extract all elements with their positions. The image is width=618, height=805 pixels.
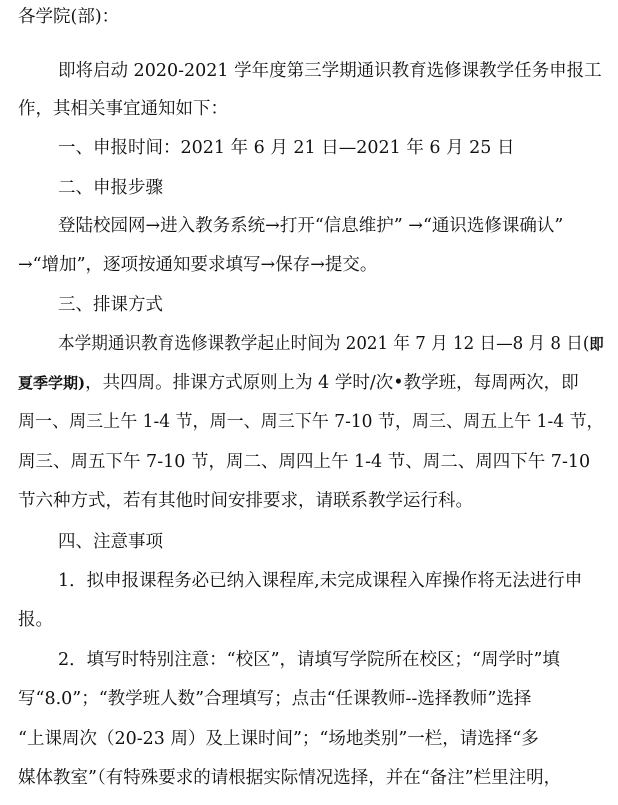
notice-item-2-line-2: 写“8.0”；“教学班人数”合理填写；点击“任课教师--选择教师”选择 [18,689,532,709]
notice-item-1-line-1: 1．拟申报课程务必已纳入课程库,未完成课程入库操作将无法进行申 [58,571,583,591]
notice-item-2-line-1: 2．填写时特别注意：“校区”，请填写学院所在校区；“周学时”填 [58,650,560,670]
section-2-heading: 二、申报步骤 [58,178,163,198]
section-2-steps-line-1: 登陆校园网→进入教务系统→打开“信息维护” →“通识选修课确认” [58,216,564,236]
salutation: 各学院(部)： [18,7,120,27]
section-3-line-2-text: ，共四周。排课方式原则上为 4 学时/次•教学班，每周两次，即 [85,373,579,393]
section-3-line-1-text: 本学期通识教育选修课教学起止时间为 2021 年 7 月 12 日—8 月 8 日( [58,334,590,354]
intro-line-2: 作，其相关事宜通知如下： [18,99,228,119]
section-3-line-1 [58,333,604,355]
notice-item-2-line-3: “上课周次（20-23 周）及上课时间”；“场地类别”一栏，请选择“多 [18,729,539,749]
intro-line-1: 即将启动 2020-2021 学年度第三学期通识教育选修课教学任务申报工 [58,61,602,81]
section-3-line-3: 周一、周三上午 1-4 节，周一、周三下午 7-10 节，周三、周五上午 1-4 节， [18,412,604,432]
section-3-line-2 [18,372,579,394]
section-3-line-5: 节六种方式，若有其他时间安排要求，请联系教学运行科。 [18,491,473,511]
section-3-line-1-bold: 即 [589,335,604,353]
notice-item-2-line-4: 媒体教室”（有特殊要求的请根据实际情况选择，并在“备注”栏里注明， [18,768,562,788]
section-4-heading: 四、注意事项 [58,532,163,552]
section-3-summer-term: 夏季学期) [18,374,86,392]
section-1-application-period: 一、申报时间：2021 年 6 月 21 日—2021 年 6 月 25 日 [58,138,515,158]
section-2-steps-line-2: →“增加”，逐项按通知要求填写→保存→提交。 [18,255,378,275]
section-3-line-4: 周三、周五下午 7-10 节，周二、周四上午 1-4 节、周二、周四下午 7-10 [18,452,591,472]
section-3-heading: 三、排课方式 [58,295,163,315]
notice-item-1-line-2: 报。 [18,610,53,630]
